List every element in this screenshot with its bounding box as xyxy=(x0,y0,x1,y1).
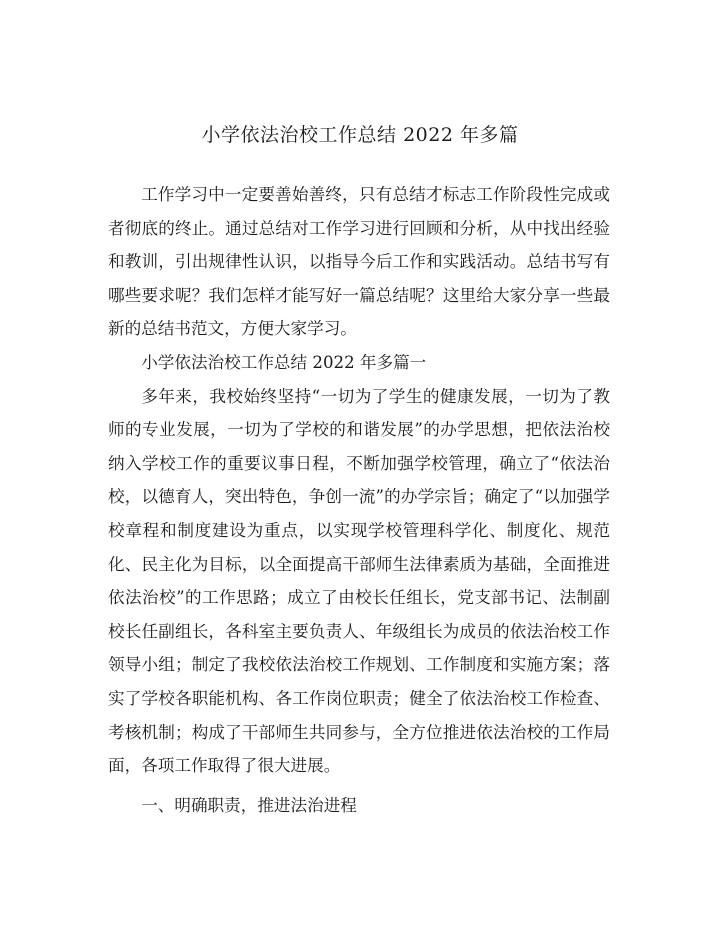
intro-paragraph: 工作学习中一定要善始善终，只有总结才标志工作阶段性完成或者彻底的终止。通过总结对工作学习进行回顾和分析，从中找出经验和教训，引出规律性认识，以指导今后工作和实践活动。总结书写有哪些要求呢？我们怎样才能写好一篇总结呢？这里给大家分享一些最新的总结书范文，方便大家学习。 xyxy=(108,185,610,339)
document-title: 小学依法治校工作总结 2022 年多篇 xyxy=(201,124,519,146)
article-body-paragraph: 多年来，我校始终坚持“一切为了学生的健康发展，一切为了教师的专业发展，一切为了学校的和谐发展”的办学思想，把依法治校纳入学校工作的重要议事日程，不断加强学校管理，确立了“依法治校，以德育人，突出特色，争创一流”的办学宗旨；确定了“以加强学校章程和制度建设为重点，以实现学校管理科学化、制度化、规范化、民主化为目标，以全面提高干部师生法律素质为基础，全面推进依法治校”的工作思路；成立了由校长任组长，党支部书记、法制副校长任副组长，各科室主要负责人、年级组长为成员的依法治校工作领导小组；制定了我校依法治校工作规划、工作制度和实施方案；落实了学校各职能机构、各工作岗位职责；健全了依法治校工作检查、考核机制；构成了干部师生共同参与，全方位推进依法治校的工作局面，各项工作取得了很大进展。 xyxy=(108,386,610,776)
article-heading: 小学依法治校工作总结 2022 年多篇一 xyxy=(141,352,427,372)
document-body xyxy=(108,178,610,822)
section-heading: 一、明确职责，推进法治进程 xyxy=(141,795,357,815)
